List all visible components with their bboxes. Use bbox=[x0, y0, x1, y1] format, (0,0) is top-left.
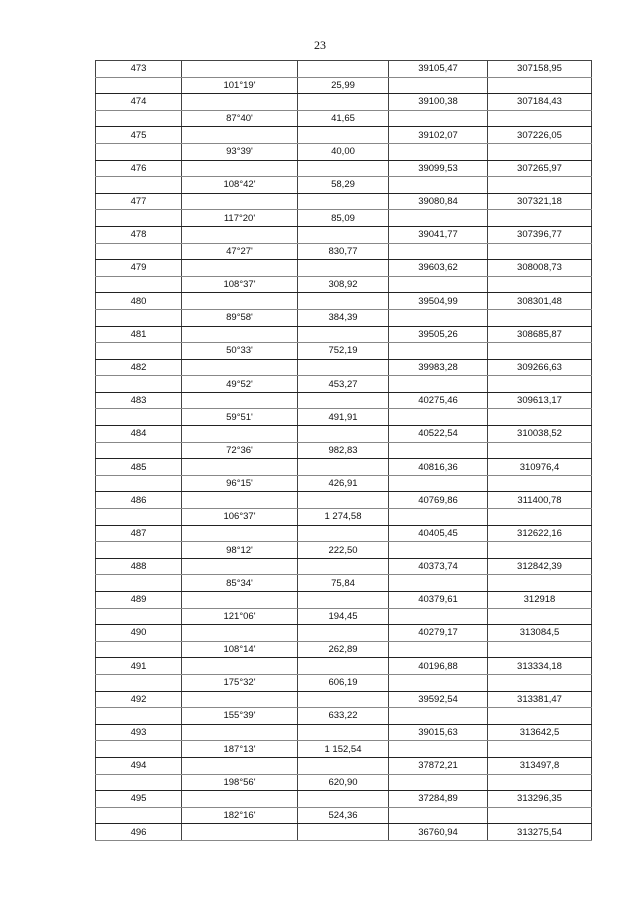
y-coordinate-cell: 308008,73 bbox=[488, 260, 592, 277]
empty-point-cell bbox=[96, 276, 182, 293]
point-row bbox=[96, 127, 592, 144]
segment-row bbox=[96, 674, 592, 691]
empty-angle-cell bbox=[182, 260, 298, 277]
empty-y-cell bbox=[488, 774, 592, 791]
point-number-cell: 477 bbox=[96, 193, 182, 210]
empty-angle-cell bbox=[182, 592, 298, 609]
y-coordinate-cell: 307396,77 bbox=[488, 226, 592, 243]
empty-x-cell bbox=[389, 243, 488, 260]
segment-row bbox=[96, 243, 592, 260]
y-coordinate-cell: 313275,54 bbox=[488, 824, 592, 841]
x-coordinate-cell: 39015,63 bbox=[389, 724, 488, 741]
point-row bbox=[96, 193, 592, 210]
empty-length-cell bbox=[298, 724, 389, 741]
x-coordinate-cell: 39100,38 bbox=[389, 94, 488, 111]
empty-point-cell bbox=[96, 442, 182, 459]
segment-row bbox=[96, 741, 592, 758]
empty-length-cell bbox=[298, 824, 389, 841]
segment-row bbox=[96, 509, 592, 526]
point-number-cell: 496 bbox=[96, 824, 182, 841]
empty-angle-cell bbox=[182, 791, 298, 808]
empty-angle-cell bbox=[182, 757, 298, 774]
y-coordinate-cell: 313296,35 bbox=[488, 791, 592, 808]
point-row bbox=[96, 359, 592, 376]
empty-x-cell bbox=[389, 409, 488, 426]
empty-point-cell bbox=[96, 343, 182, 360]
x-coordinate-cell: 39105,47 bbox=[389, 61, 488, 78]
segment-row bbox=[96, 110, 592, 127]
empty-y-cell bbox=[488, 309, 592, 326]
segment-length-cell: 1 274,58 bbox=[298, 509, 389, 526]
empty-point-cell bbox=[96, 674, 182, 691]
empty-angle-cell bbox=[182, 293, 298, 310]
empty-x-cell bbox=[389, 276, 488, 293]
point-number-cell: 486 bbox=[96, 492, 182, 509]
empty-y-cell bbox=[488, 641, 592, 658]
empty-y-cell bbox=[488, 509, 592, 526]
empty-point-cell bbox=[96, 309, 182, 326]
y-coordinate-cell: 310976,4 bbox=[488, 459, 592, 476]
empty-angle-cell bbox=[182, 426, 298, 443]
empty-point-cell bbox=[96, 807, 182, 824]
y-coordinate-cell: 307184,43 bbox=[488, 94, 592, 111]
bearing-angle-cell: 106°37' bbox=[182, 509, 298, 526]
segment-length-cell: 426,91 bbox=[298, 475, 389, 492]
empty-y-cell bbox=[488, 608, 592, 625]
empty-x-cell bbox=[389, 143, 488, 160]
empty-angle-cell bbox=[182, 724, 298, 741]
x-coordinate-cell: 40769,86 bbox=[389, 492, 488, 509]
segment-length-cell: 1 152,54 bbox=[298, 741, 389, 758]
y-coordinate-cell: 307158,95 bbox=[488, 61, 592, 78]
empty-y-cell bbox=[488, 442, 592, 459]
empty-angle-cell bbox=[182, 824, 298, 841]
segment-row bbox=[96, 409, 592, 426]
empty-length-cell bbox=[298, 160, 389, 177]
x-coordinate-cell: 39102,07 bbox=[389, 127, 488, 144]
empty-x-cell bbox=[389, 674, 488, 691]
point-row bbox=[96, 459, 592, 476]
segment-length-cell: 40,00 bbox=[298, 143, 389, 160]
coordinates-table-body bbox=[96, 61, 592, 841]
point-number-cell: 479 bbox=[96, 260, 182, 277]
empty-x-cell bbox=[389, 309, 488, 326]
point-row bbox=[96, 824, 592, 841]
y-coordinate-cell: 309613,17 bbox=[488, 392, 592, 409]
empty-x-cell bbox=[389, 77, 488, 94]
x-coordinate-cell: 39592,54 bbox=[389, 691, 488, 708]
bearing-angle-cell: 49°52' bbox=[182, 376, 298, 393]
empty-length-cell bbox=[298, 459, 389, 476]
point-number-cell: 473 bbox=[96, 61, 182, 78]
coordinates-table bbox=[95, 60, 592, 841]
y-coordinate-cell: 312842,39 bbox=[488, 558, 592, 575]
x-coordinate-cell: 40279,17 bbox=[389, 625, 488, 642]
empty-x-cell bbox=[389, 608, 488, 625]
point-number-cell: 492 bbox=[96, 691, 182, 708]
point-number-cell: 494 bbox=[96, 757, 182, 774]
point-row bbox=[96, 558, 592, 575]
segment-length-cell: 752,19 bbox=[298, 343, 389, 360]
empty-length-cell bbox=[298, 791, 389, 808]
y-coordinate-cell: 313642,5 bbox=[488, 724, 592, 741]
empty-angle-cell bbox=[182, 94, 298, 111]
point-row bbox=[96, 658, 592, 675]
point-row bbox=[96, 492, 592, 509]
point-row bbox=[96, 94, 592, 111]
empty-y-cell bbox=[488, 77, 592, 94]
empty-length-cell bbox=[298, 392, 389, 409]
y-coordinate-cell: 308301,48 bbox=[488, 293, 592, 310]
empty-x-cell bbox=[389, 475, 488, 492]
point-row bbox=[96, 61, 592, 78]
empty-point-cell bbox=[96, 243, 182, 260]
x-coordinate-cell: 39099,53 bbox=[389, 160, 488, 177]
empty-length-cell bbox=[298, 426, 389, 443]
x-coordinate-cell: 40379,61 bbox=[389, 592, 488, 609]
segment-row bbox=[96, 542, 592, 559]
point-number-cell: 484 bbox=[96, 426, 182, 443]
empty-x-cell bbox=[389, 575, 488, 592]
empty-length-cell bbox=[298, 127, 389, 144]
empty-y-cell bbox=[488, 177, 592, 194]
point-row bbox=[96, 293, 592, 310]
x-coordinate-cell: 39080,84 bbox=[389, 193, 488, 210]
empty-length-cell bbox=[298, 625, 389, 642]
bearing-angle-cell: 87°40' bbox=[182, 110, 298, 127]
point-number-cell: 474 bbox=[96, 94, 182, 111]
x-coordinate-cell: 39041,77 bbox=[389, 226, 488, 243]
empty-angle-cell bbox=[182, 193, 298, 210]
empty-y-cell bbox=[488, 575, 592, 592]
empty-length-cell bbox=[298, 293, 389, 310]
segment-row bbox=[96, 442, 592, 459]
point-number-cell: 488 bbox=[96, 558, 182, 575]
point-number-cell: 483 bbox=[96, 392, 182, 409]
empty-x-cell bbox=[389, 708, 488, 725]
empty-point-cell bbox=[96, 409, 182, 426]
segment-length-cell: 222,50 bbox=[298, 542, 389, 559]
segment-length-cell: 491,91 bbox=[298, 409, 389, 426]
empty-angle-cell bbox=[182, 625, 298, 642]
empty-x-cell bbox=[389, 442, 488, 459]
bearing-angle-cell: 59°51' bbox=[182, 409, 298, 426]
empty-length-cell bbox=[298, 359, 389, 376]
x-coordinate-cell: 40522,54 bbox=[389, 426, 488, 443]
empty-length-cell bbox=[298, 61, 389, 78]
empty-point-cell bbox=[96, 774, 182, 791]
empty-x-cell bbox=[389, 774, 488, 791]
x-coordinate-cell: 39983,28 bbox=[389, 359, 488, 376]
segment-row bbox=[96, 608, 592, 625]
point-row bbox=[96, 426, 592, 443]
empty-x-cell bbox=[389, 343, 488, 360]
x-coordinate-cell: 40275,46 bbox=[389, 392, 488, 409]
y-coordinate-cell: 313084,5 bbox=[488, 625, 592, 642]
empty-point-cell bbox=[96, 143, 182, 160]
x-coordinate-cell: 39603,62 bbox=[389, 260, 488, 277]
segment-row bbox=[96, 774, 592, 791]
point-number-cell: 490 bbox=[96, 625, 182, 642]
point-row bbox=[96, 791, 592, 808]
empty-length-cell bbox=[298, 592, 389, 609]
point-row bbox=[96, 592, 592, 609]
empty-point-cell bbox=[96, 509, 182, 526]
y-coordinate-cell: 313497,8 bbox=[488, 757, 592, 774]
empty-y-cell bbox=[488, 708, 592, 725]
x-coordinate-cell: 37284,89 bbox=[389, 791, 488, 808]
empty-length-cell bbox=[298, 226, 389, 243]
bearing-angle-cell: 121°06' bbox=[182, 608, 298, 625]
point-number-cell: 478 bbox=[96, 226, 182, 243]
bearing-angle-cell: 101°19' bbox=[182, 77, 298, 94]
y-coordinate-cell: 308685,87 bbox=[488, 326, 592, 343]
empty-angle-cell bbox=[182, 492, 298, 509]
x-coordinate-cell: 39504,99 bbox=[389, 293, 488, 310]
empty-angle-cell bbox=[182, 226, 298, 243]
empty-y-cell bbox=[488, 807, 592, 824]
empty-point-cell bbox=[96, 177, 182, 194]
segment-length-cell: 384,39 bbox=[298, 309, 389, 326]
bearing-angle-cell: 93°39' bbox=[182, 143, 298, 160]
empty-x-cell bbox=[389, 509, 488, 526]
segment-length-cell: 194,45 bbox=[298, 608, 389, 625]
segment-row bbox=[96, 177, 592, 194]
segment-length-cell: 633,22 bbox=[298, 708, 389, 725]
segment-length-cell: 58,29 bbox=[298, 177, 389, 194]
point-number-cell: 482 bbox=[96, 359, 182, 376]
point-row bbox=[96, 757, 592, 774]
empty-x-cell bbox=[389, 110, 488, 127]
empty-y-cell bbox=[488, 741, 592, 758]
empty-y-cell bbox=[488, 674, 592, 691]
point-number-cell: 493 bbox=[96, 724, 182, 741]
point-number-cell: 491 bbox=[96, 658, 182, 675]
empty-x-cell bbox=[389, 807, 488, 824]
y-coordinate-cell: 307321,18 bbox=[488, 193, 592, 210]
empty-point-cell bbox=[96, 741, 182, 758]
empty-point-cell bbox=[96, 475, 182, 492]
x-coordinate-cell: 40405,45 bbox=[389, 525, 488, 542]
empty-angle-cell bbox=[182, 160, 298, 177]
empty-point-cell bbox=[96, 376, 182, 393]
x-coordinate-cell: 39505,26 bbox=[389, 326, 488, 343]
empty-angle-cell bbox=[182, 127, 298, 144]
bearing-angle-cell: 98°12' bbox=[182, 542, 298, 559]
point-row bbox=[96, 226, 592, 243]
segment-length-cell: 25,99 bbox=[298, 77, 389, 94]
bearing-angle-cell: 175°32' bbox=[182, 674, 298, 691]
point-number-cell: 476 bbox=[96, 160, 182, 177]
empty-angle-cell bbox=[182, 392, 298, 409]
point-number-cell: 485 bbox=[96, 459, 182, 476]
y-coordinate-cell: 307265,97 bbox=[488, 160, 592, 177]
bearing-angle-cell: 155°39' bbox=[182, 708, 298, 725]
segment-row bbox=[96, 376, 592, 393]
point-number-cell: 475 bbox=[96, 127, 182, 144]
segment-length-cell: 620,90 bbox=[298, 774, 389, 791]
empty-point-cell bbox=[96, 608, 182, 625]
segment-length-cell: 262,89 bbox=[298, 641, 389, 658]
segment-length-cell: 308,92 bbox=[298, 276, 389, 293]
segment-length-cell: 41,65 bbox=[298, 110, 389, 127]
y-coordinate-cell: 309266,63 bbox=[488, 359, 592, 376]
empty-angle-cell bbox=[182, 691, 298, 708]
segment-row bbox=[96, 708, 592, 725]
point-number-cell: 481 bbox=[96, 326, 182, 343]
point-row bbox=[96, 691, 592, 708]
y-coordinate-cell: 311400,78 bbox=[488, 492, 592, 509]
point-number-cell: 495 bbox=[96, 791, 182, 808]
bearing-angle-cell: 108°42' bbox=[182, 177, 298, 194]
bearing-angle-cell: 50°33' bbox=[182, 343, 298, 360]
empty-length-cell bbox=[298, 658, 389, 675]
empty-y-cell bbox=[488, 409, 592, 426]
segment-row bbox=[96, 343, 592, 360]
bearing-angle-cell: 108°37' bbox=[182, 276, 298, 293]
empty-point-cell bbox=[96, 708, 182, 725]
empty-length-cell bbox=[298, 94, 389, 111]
segment-length-cell: 830,77 bbox=[298, 243, 389, 260]
empty-y-cell bbox=[488, 343, 592, 360]
y-coordinate-cell: 313334,18 bbox=[488, 658, 592, 675]
segment-length-cell: 453,27 bbox=[298, 376, 389, 393]
empty-y-cell bbox=[488, 110, 592, 127]
point-row bbox=[96, 260, 592, 277]
bearing-angle-cell: 198°56' bbox=[182, 774, 298, 791]
segment-length-cell: 75,84 bbox=[298, 575, 389, 592]
segment-length-cell: 606,19 bbox=[298, 674, 389, 691]
empty-point-cell bbox=[96, 210, 182, 227]
empty-angle-cell bbox=[182, 459, 298, 476]
empty-length-cell bbox=[298, 492, 389, 509]
point-row bbox=[96, 326, 592, 343]
segment-row bbox=[96, 475, 592, 492]
empty-angle-cell bbox=[182, 558, 298, 575]
y-coordinate-cell: 307226,05 bbox=[488, 127, 592, 144]
empty-y-cell bbox=[488, 243, 592, 260]
empty-y-cell bbox=[488, 276, 592, 293]
point-number-cell: 487 bbox=[96, 525, 182, 542]
point-row bbox=[96, 160, 592, 177]
empty-angle-cell bbox=[182, 658, 298, 675]
empty-y-cell bbox=[488, 143, 592, 160]
segment-row bbox=[96, 807, 592, 824]
empty-y-cell bbox=[488, 475, 592, 492]
y-coordinate-cell: 312918 bbox=[488, 592, 592, 609]
empty-x-cell bbox=[389, 376, 488, 393]
point-number-cell: 480 bbox=[96, 293, 182, 310]
segment-row bbox=[96, 210, 592, 227]
empty-point-cell bbox=[96, 110, 182, 127]
empty-x-cell bbox=[389, 641, 488, 658]
empty-x-cell bbox=[389, 741, 488, 758]
segment-row bbox=[96, 276, 592, 293]
empty-point-cell bbox=[96, 77, 182, 94]
y-coordinate-cell: 312622,16 bbox=[488, 525, 592, 542]
page-number: 23 bbox=[314, 38, 326, 52]
empty-length-cell bbox=[298, 193, 389, 210]
bearing-angle-cell: 85°34' bbox=[182, 575, 298, 592]
empty-angle-cell bbox=[182, 525, 298, 542]
empty-point-cell bbox=[96, 575, 182, 592]
empty-length-cell bbox=[298, 691, 389, 708]
point-row bbox=[96, 392, 592, 409]
bearing-angle-cell: 96°15' bbox=[182, 475, 298, 492]
segment-row bbox=[96, 77, 592, 94]
segment-row bbox=[96, 575, 592, 592]
segment-row bbox=[96, 641, 592, 658]
empty-x-cell bbox=[389, 210, 488, 227]
bearing-angle-cell: 182°16' bbox=[182, 807, 298, 824]
empty-angle-cell bbox=[182, 359, 298, 376]
x-coordinate-cell: 36760,94 bbox=[389, 824, 488, 841]
segment-row bbox=[96, 309, 592, 326]
empty-length-cell bbox=[298, 326, 389, 343]
empty-y-cell bbox=[488, 542, 592, 559]
bearing-angle-cell: 187°13' bbox=[182, 741, 298, 758]
point-row bbox=[96, 724, 592, 741]
point-row bbox=[96, 525, 592, 542]
x-coordinate-cell: 40816,36 bbox=[389, 459, 488, 476]
segment-length-cell: 85,09 bbox=[298, 210, 389, 227]
empty-length-cell bbox=[298, 525, 389, 542]
point-row bbox=[96, 625, 592, 642]
bearing-angle-cell: 117°20' bbox=[182, 210, 298, 227]
bearing-angle-cell: 47°27' bbox=[182, 243, 298, 260]
empty-length-cell bbox=[298, 260, 389, 277]
empty-x-cell bbox=[389, 542, 488, 559]
bearing-angle-cell: 108°14' bbox=[182, 641, 298, 658]
segment-row bbox=[96, 143, 592, 160]
x-coordinate-cell: 37872,21 bbox=[389, 757, 488, 774]
x-coordinate-cell: 40373,74 bbox=[389, 558, 488, 575]
empty-length-cell bbox=[298, 558, 389, 575]
empty-angle-cell bbox=[182, 326, 298, 343]
x-coordinate-cell: 40196,88 bbox=[389, 658, 488, 675]
segment-length-cell: 982,83 bbox=[298, 442, 389, 459]
empty-x-cell bbox=[389, 177, 488, 194]
bearing-angle-cell: 89°58' bbox=[182, 309, 298, 326]
empty-point-cell bbox=[96, 641, 182, 658]
empty-length-cell bbox=[298, 757, 389, 774]
empty-y-cell bbox=[488, 210, 592, 227]
segment-length-cell: 524,36 bbox=[298, 807, 389, 824]
y-coordinate-cell: 310038,52 bbox=[488, 426, 592, 443]
empty-angle-cell bbox=[182, 61, 298, 78]
point-number-cell: 489 bbox=[96, 592, 182, 609]
empty-y-cell bbox=[488, 376, 592, 393]
bearing-angle-cell: 72°36' bbox=[182, 442, 298, 459]
y-coordinate-cell: 313381,47 bbox=[488, 691, 592, 708]
empty-point-cell bbox=[96, 542, 182, 559]
